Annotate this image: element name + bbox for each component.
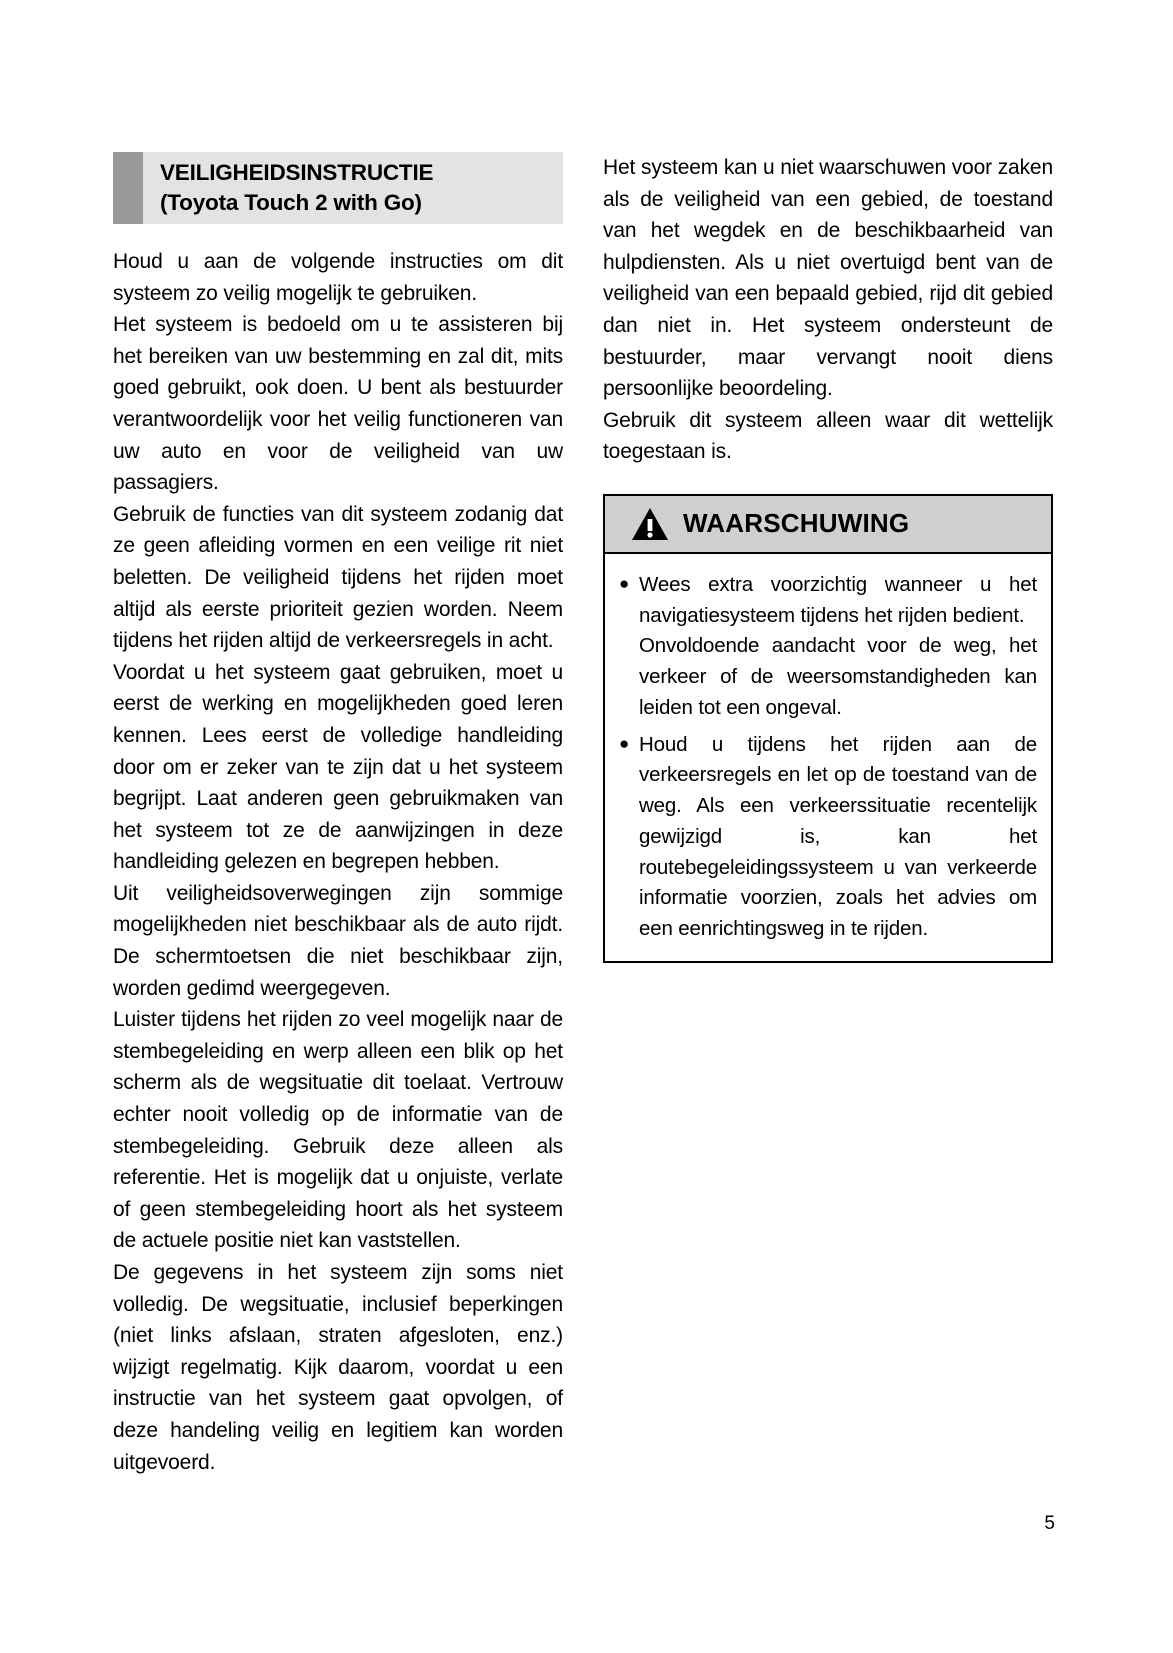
paragraph: Luister tijdens het rijden zo veel mogelijk naar de stembegeleiding en werp alleen een blik op het scherm als de wegsituatie dit toelaat. Vertrouw echter nooit volledig op de informatie van de stembegeleiding. Gebruik deze alleen als referentie. Het is mogelijk dat u onjuiste, verlate of geen stembegeleiding hoort als het systeem de actuele positie niet kan vaststellen. (113, 1008, 563, 1253)
warning-box-header (605, 496, 1051, 554)
page-number: 5 (1044, 1513, 1055, 1534)
paragraph: Voordat u het systeem gaat gebruiken, moet u eerst de werking en mogelijkheden goed leren kennen. Lees eerst de volledige handleiding door om er zeker van te zijn dat u het systeem begrijpt. Laat anderen geen gebruikmaken van het systeem tot ze de aanwijzingen in deze handleiding gelezen en begrepen hebben. (113, 660, 563, 874)
paragraph: Gebruik de functies van dit systeem zodanig dat ze geen afleiding vormen en een veilige rit niet beletten. De veiligheid tijdens het rijden moet altijd als eerste prioriteit gezien worden. Neem tijdens het rijden altijd de verkeersregels in acht. (113, 502, 563, 653)
warning-title: WAARSCHUWING (683, 508, 910, 539)
right-column (603, 152, 1053, 1478)
warning-triangle-icon (631, 507, 669, 541)
warning-item-sub: Onvoldoende aandacht voor de weg, het verkeer of de weersomstandigheden kan leiden tot een ongeval. (639, 634, 1037, 719)
warning-list-item (619, 570, 1037, 724)
two-column-layout (113, 152, 1053, 1478)
bullet-icon: ● (619, 733, 630, 753)
paragraph: De gegevens in het systeem zijn soms niet volledig. De wegsituatie, inclusief beperkingen (niet links afslaan, straten afgesloten, enz.) wijzigt regelmatig. Kijk daarom, voordat u een instructie van het systeem gaat opvolgen, of deze handeling veilig en legitiem kan worden uitgevoerd. (113, 1261, 563, 1474)
paragraph: Gebruik dit systeem alleen waar dit wettelijk toegestaan is. (603, 408, 1053, 464)
left-column (113, 152, 563, 1478)
paragraph: Het systeem kan u niet waarschuwen voor zaken als de veiligheid van een gebied, de toestand van het wegdek en de beschikbaarheid van hulpdiensten. Als u niet overtuigd bent van de veiligheid van een bepaald gebied, rijd dit gebied dan niet in. Het systeem ondersteunt de bestuurder, maar vervangt nooit diens persoonlijke beoordeling. (603, 156, 1053, 401)
warning-item-text (639, 570, 1037, 724)
warning-list-item (619, 730, 1037, 945)
section-header (113, 152, 563, 224)
warning-item-main: Wees extra voorzichtig wanneer u het navigatiesysteem tijdens het rijden bedient. (639, 572, 1037, 627)
paragraph: Houd u aan de volgende instructies om dit systeem zo veilig mogelijk te gebruiken. (113, 250, 563, 305)
section-title-line-2: (Toyota Touch 2 with Go) (160, 190, 422, 215)
section-header-text (143, 152, 563, 224)
bullet-icon: ● (619, 573, 630, 593)
paragraph: Het systeem is bedoeld om u te assisteren bij het bereiken van uw bestemming en zal dit, mits goed gebruikt, ook doen. U bent als bestuurder verantwoordelijk voor het veilig functioneren van uw auto en voor de veiligheid van uw passagiers. (113, 313, 563, 495)
section-title-line-1: VEILIGHEIDSINSTRUCTIE (160, 160, 434, 186)
section-header-accent-bar (113, 152, 143, 224)
warning-item-main: Houd u tijdens het rijden aan de verkeersregels en let op de toestand van de weg. Als een verkeerssituatie recentelijk gewijzigd is, kan het routebegeleidingssysteem u van verkeerde informatie voorzien, zoals het advies om een eenrichtingsweg in te rijden. (639, 732, 1037, 941)
warning-box-body (605, 554, 1051, 961)
warning-item-text (639, 730, 1037, 945)
paragraph: Uit veiligheidsoverwegingen zijn sommige mogelijkheden niet beschikbaar als de auto rijdt. De schermtoetsen die niet beschikbaar zijn, worden gedimd weergegeven. (113, 881, 563, 1000)
warning-box (603, 494, 1053, 963)
